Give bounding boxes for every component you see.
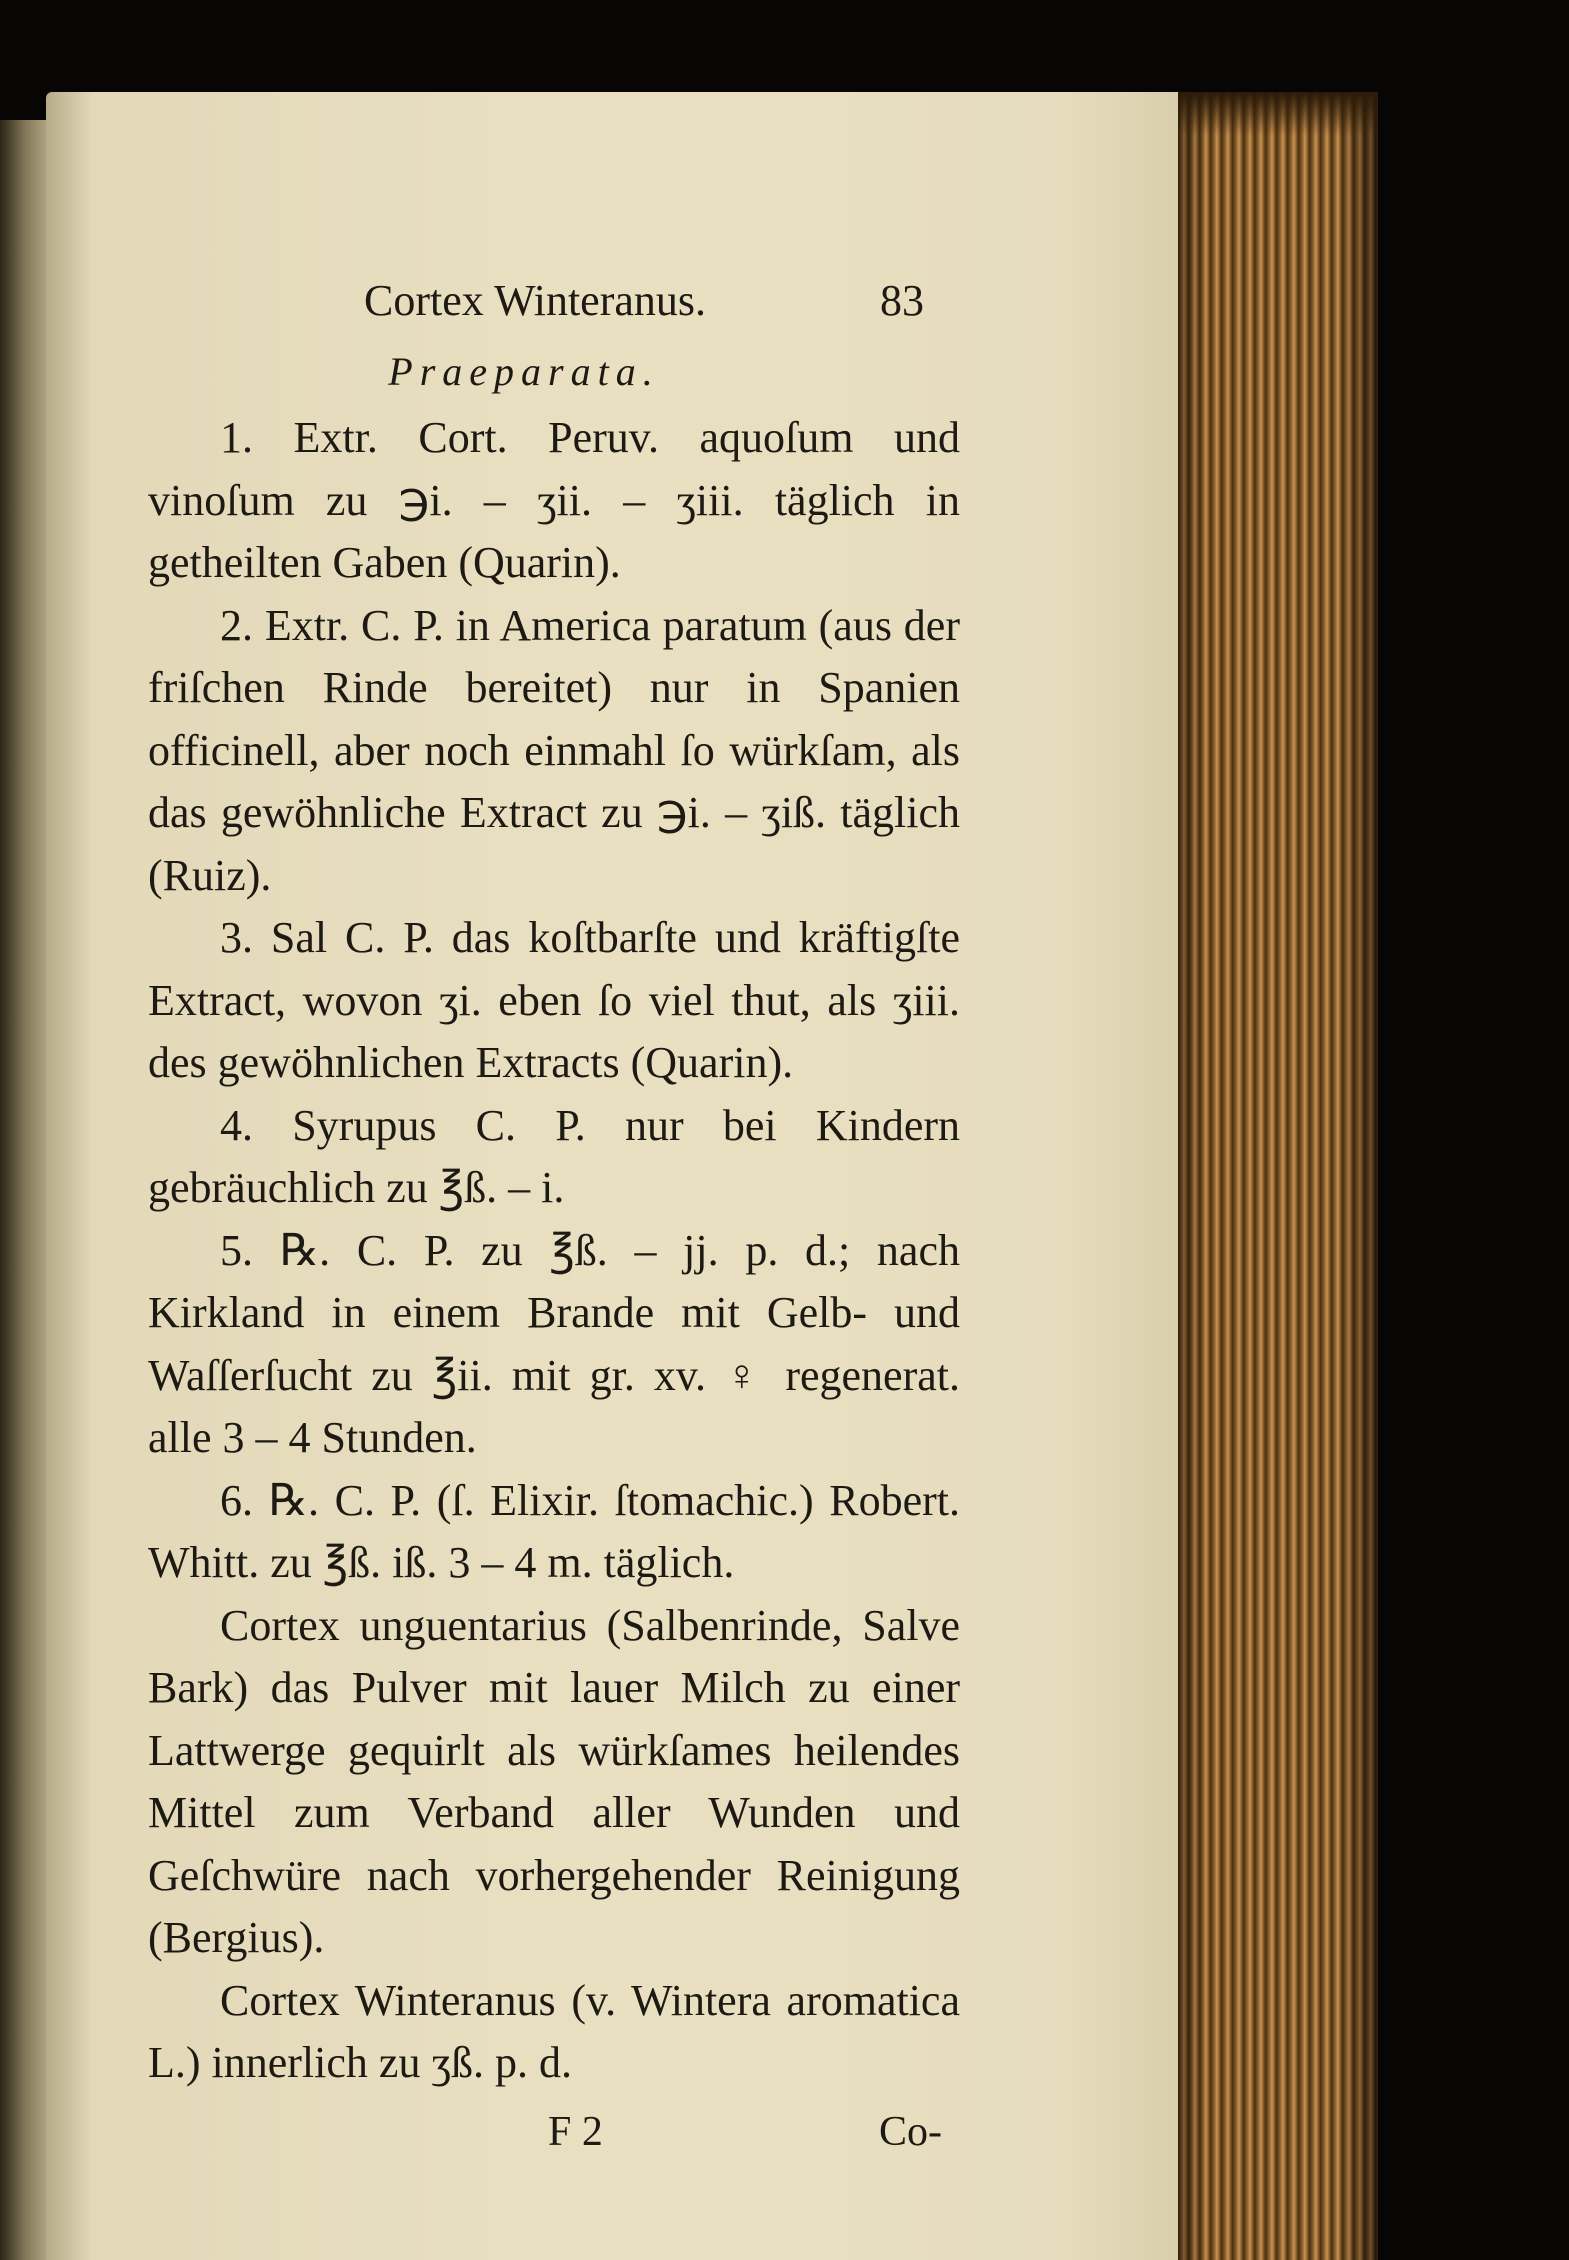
signature-mark: F 2 [548, 2108, 603, 2155]
running-head [148, 270, 960, 333]
text-block [148, 270, 960, 2163]
page-number: 83 [880, 276, 924, 325]
paragraph-6: 6. ℞. C. P. (ſ. Elixir. ſtomachic.) Robert. Whitt. zu ℥ß. iß. 3 – 4 m. täglich. [148, 1475, 960, 1587]
left-page-edge [0, 120, 52, 2260]
paragraph-1: 1. Extr. Cort. Peruv. aquoſum und vinoſum zu ℈i. – ʒii. – ʒiii. täglich in getheilten Gaben (Quarin). [148, 413, 960, 587]
page-edges-shadow [1178, 92, 1378, 2260]
paragraph-4: 4. Syrupus C. P. nur bei Kindern gebräuchlich zu ℥ß. – i. [148, 1100, 960, 1212]
paragraph-8: Cortex Winteranus (v. Wintera aromatica L.) innerlich zu ʒß. p. d. [148, 1975, 960, 2087]
section-subheading: Praeparata. [388, 348, 660, 394]
running-title: Cortex Winteranus. [364, 276, 707, 325]
paragraph-5: 5. ℞. C. P. zu ℥ß. – jj. p. d.; nach Kirkland in einem Brande mit Gelb- und Waſſerſucht zu ℥ii. mit gr. xv. ♀ regenerat. alle 3 – 4 Stunden. [148, 1225, 960, 1462]
paragraph-7: Cortex unguentarius (Salbenrinde, Salve Bark) das Pulver mit lauer Milch zu einer Lattwerge gequirlt als würkſames heilendes Mittel zum Verband aller Wunden und Geſchwüre nach vorhergehender Reinigung (Bergius). [148, 1600, 960, 1962]
page-footer [148, 2101, 960, 2164]
catchword: Co- [879, 2108, 942, 2155]
paragraph-2: 2. Extr. C. P. in America paratum (aus der friſchen Rinde bereitet) nur in Spanien officinell, aber noch einmahl ſo würkſam, als das gewöhnliche Extract zu ℈i. – ʒiß. täglich (Ruiz). [148, 600, 960, 900]
paragraph-3: 3. Sal C. P. das koſtbarſte und kräftigſte Extract, wovon ʒi. eben ſo viel thut, als ʒiii. des gewöhnlichen Extracts (Quarin). [148, 913, 960, 1087]
page-edges-top-shadow [1178, 92, 1378, 136]
